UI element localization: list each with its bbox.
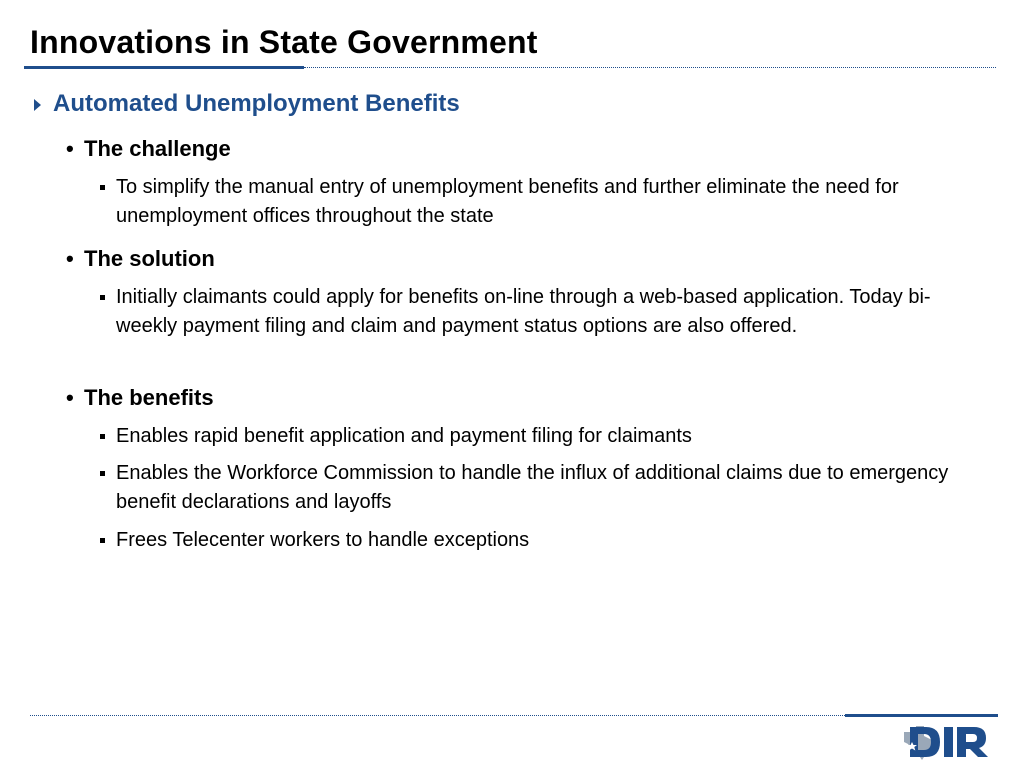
list-item: Initially claimants could apply for benefits on-line through a web-based application. Today bi-weekly payment filing and claim and payment status options are also offered. <box>98 283 978 341</box>
list-item: Frees Telecenter workers to handle exceptions <box>98 526 978 555</box>
list-item: To simplify the manual entry of unemployment benefits and further eliminate the need for unemployment offices throughout the state <box>98 173 978 231</box>
section-label: The solution <box>84 246 215 271</box>
section-solution: • The solution <box>66 246 215 271</box>
title-divider <box>24 66 996 69</box>
section-label: The benefits <box>84 385 214 410</box>
texas-dir-logo <box>902 722 998 762</box>
square-bullet-icon <box>100 538 105 543</box>
square-bullet-icon <box>100 185 105 190</box>
section-benefits: • The benefits <box>66 385 214 410</box>
heading-bullet <box>34 90 460 118</box>
square-bullet-icon <box>100 434 105 439</box>
square-bullet-icon <box>100 295 105 300</box>
section-label: The challenge <box>84 136 231 161</box>
list-item: Enables the Workforce Commission to handle the influx of additional claims due to emergency benefit declarations and layoffs <box>98 459 978 517</box>
section-challenge: • The challenge <box>66 136 231 161</box>
slide-heading: Automated Unemployment Benefits <box>53 90 460 117</box>
square-bullet-icon <box>100 471 105 476</box>
footer-divider <box>30 714 998 717</box>
slide-title: Innovations in State Government <box>30 24 538 60</box>
list-item: Enables rapid benefit application and payment filing for claimants <box>98 422 978 451</box>
triangle-bullet-icon <box>34 99 41 111</box>
